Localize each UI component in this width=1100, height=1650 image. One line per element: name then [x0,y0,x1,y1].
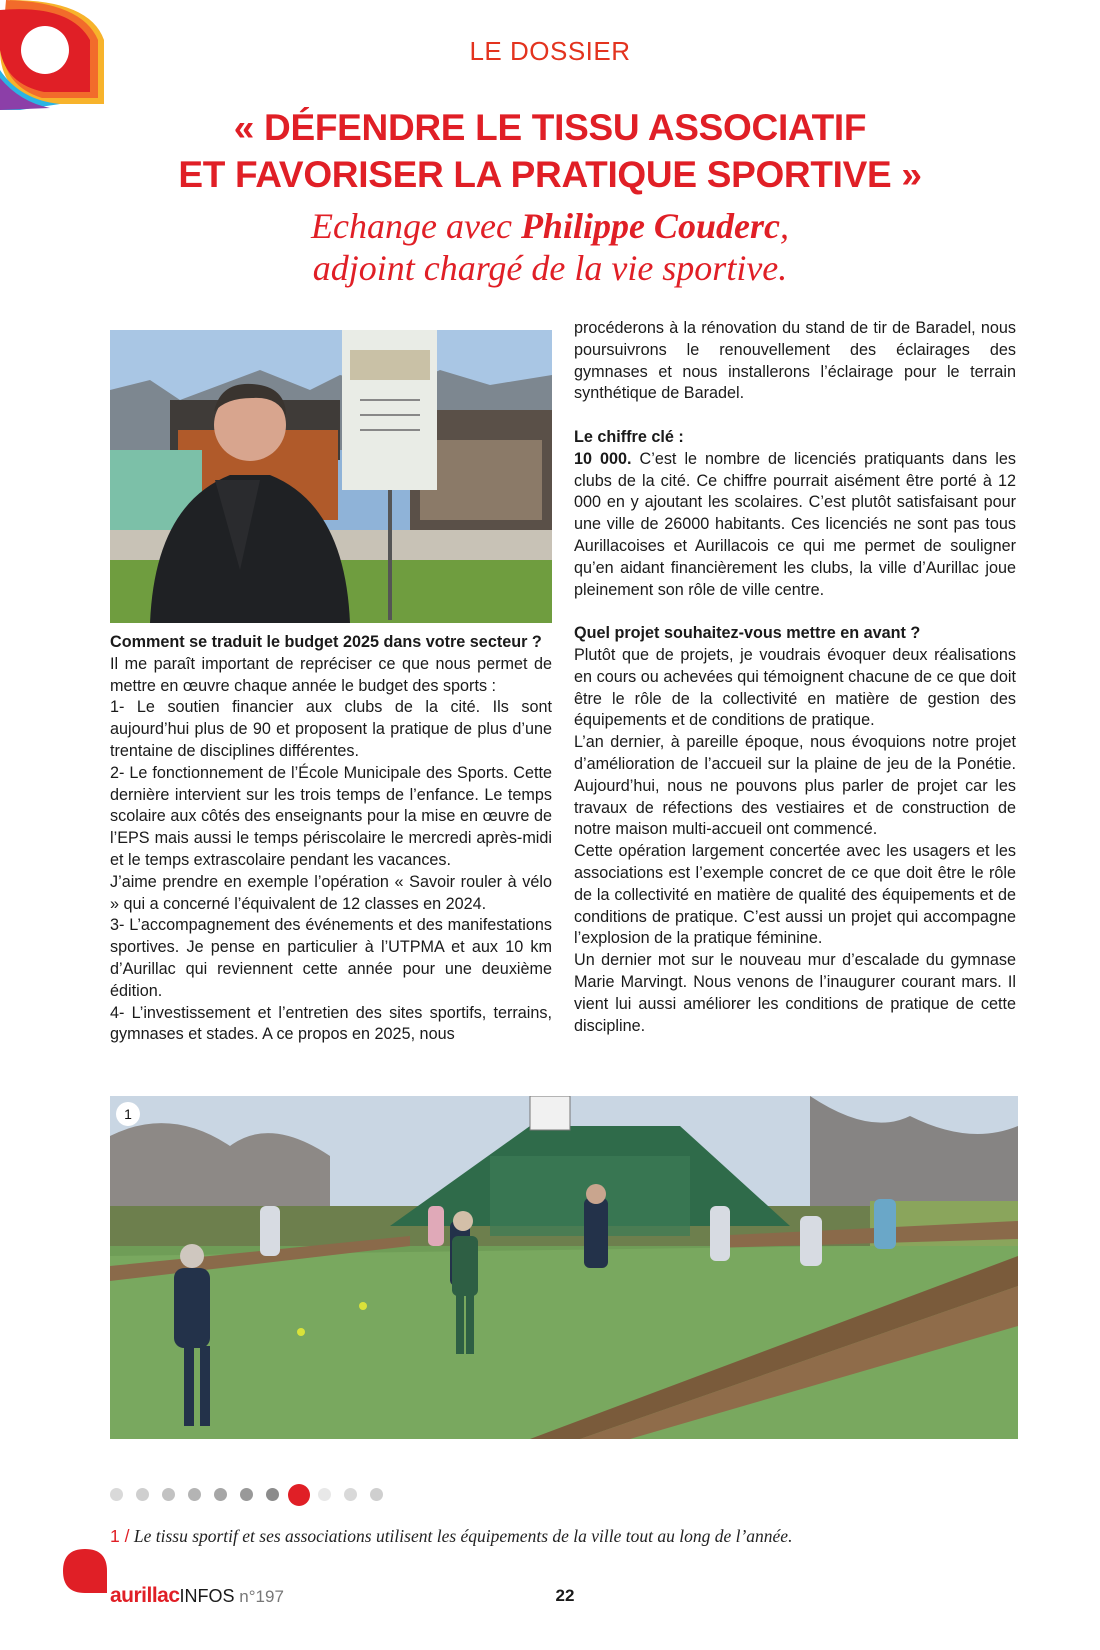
subtitle-line-1 [60,205,1040,247]
pagination-dot [136,1488,149,1501]
key-figure-number: 10 000. [574,449,632,468]
left-column [110,632,552,1046]
title-line-2: ET FAVORISER LA PRATIQUE SPORTIVE » [178,154,922,195]
pagination-dot [318,1488,331,1501]
title-line-1: « DÉFENDRE LE TISSU ASSOCIATIF [233,107,867,148]
key-figure-paragraph [574,449,1016,602]
pagination-dot-active [288,1484,310,1506]
caption-text: Le tissu sportif et ses associations utilisent les équipements de la ville tout au long de l’année. [129,1526,793,1546]
pagination-dot [344,1488,357,1501]
right-column [574,318,1016,1037]
pagination-dot [240,1488,253,1501]
pagination-dot [162,1488,175,1501]
paragraph: Il me paraît important de repréciser ce que nous permet de mettre en œuvre chaque année le budget des sports : [110,654,552,695]
issue-number: n°197 [234,1587,284,1606]
paragraph: L’an dernier, à pareille époque, nous évoquions notre projet d’amélioration de l’accueil sur la plaine de jeu de la Ponétie. Aujourd’hui, nous ne pouvons plus parler de projet car les travaux de réfections des vestiaires et de construction de notre maison multi-accueil ont commencé. [574,733,1016,839]
question-project: Quel projet souhaitez-vous mettre en avant ? [574,624,921,643]
sports-court-photo [110,1096,1018,1439]
spacer [574,601,1016,623]
paragraph: 1- Le soutien financier aux clubs de la cité. Ils sont aujourd’hui plus de 90 et proposent la pratique de plus d’une trentaine de disciplines différentes. [110,698,552,760]
portrait-illustration [110,330,552,623]
footer-brand [110,1584,284,1608]
question-budget: Comment se traduit le budget 2025 dans votre secteur ? [110,633,542,651]
paragraph-continuation: procéderons à la rénovation du stand de tir de Baradel, nous poursuivrons le renouvellement des éclairages des gymnases et nous installerons l’éclairage pour le terrain synthétique de Baradel. [574,319,1016,403]
paragraph: Cette opération largement concertée avec les usagers et les associations est l’exemple concret de ce que doit être le rôle de la collectivité en matière de qualité des équipements et de conditions de pratique. C’est aussi un projet qui accompagne l’explosion de la pratique féminine. [574,842,1016,948]
brand-name: aurillac [110,1584,180,1607]
key-figure-text: C’est le nombre de licenciés pratiquants dans les clubs de la cité. Ce chiffre pourrait aisément être porté à 12 000 en y ajoutant les scolaires. C’est plutôt satisfaisant pour une ville de 26000 habitants. Ces licenciés ne sont pas tous Aurillacoises et Aurillacois ce qui me permet de souligner qu’en aidant financièrement les clubs, la ville d’Aurillac joue pleinement son rôle de ville centre. [574,449,1016,599]
court-illustration [110,1096,1018,1439]
subtitle-line-2: adjoint chargé de la vie sportive. [312,248,788,288]
paragraph: 4- L’investissement et l’entretien des sites sportifs, terrains, gymnases et stades. A ce propos en 2025, nous [110,1003,552,1044]
paragraph: Plutôt que de projets, je voudrais évoquer deux réalisations en cours ou achevées qui témoignent chacune de ce que doit être le rôle de la collectivité en matière de gestion des équipements et de conditions de pratique. [574,645,1016,730]
spacer [574,405,1016,427]
pagination-dot [188,1488,201,1501]
portrait-photo [110,330,552,623]
paragraph: J’aime prendre en exemple l’opération « Savoir rouler à vélo » qui a concerné l’équivalent de 12 classes en 2024. [110,872,552,913]
subtitle-comma: , [779,206,789,246]
key-figure-heading: Le chiffre clé : [574,427,684,446]
section-label: LE DOSSIER [469,36,631,66]
subtitle-prefix: Echange avec [311,206,521,246]
photo-caption [110,1526,1010,1547]
pagination-dot [214,1488,227,1501]
pagination-dot [370,1488,383,1501]
paragraph: Un dernier mot sur le nouveau mur d’escalade du gymnase Marie Marvingt. Nous venons de l’inaugurer courant mars. Il vient lui aussi améliorer les conditions de pratique de cette discipline. [574,951,1016,1035]
article-title [60,104,1040,198]
caption-number: 1 / [110,1526,130,1546]
paragraph: 2- Le fonctionnement de l’École Municipale des Sports. Cette dernière intervient sur les trois temps de l’enfance. Le temps scolaire aux côtés des enseignants pour la mise en œuvre de l’EPS mais aussi le temps périscolaire le mercredi après-midi et le temps extrascolaire pendant les vacances. [110,763,552,869]
pagination-dot [266,1488,279,1501]
photo-number: 1 [116,1102,140,1126]
page-number: 22 [555,1586,575,1605]
pagination-dot [110,1488,123,1501]
interviewee-name: Philippe Couderc [520,206,780,246]
article-subtitle [60,205,1040,289]
brand-blob-icon [62,1548,108,1594]
brand-infos: INFOS [179,1586,235,1606]
paragraph: 3- L’accompagnement des événements et des manifestations sportives. Je pense en particulier à l’UTPMA et aux 10 km d’Aurillac qui reviennent cette année pour une deuxième édition. [110,916,552,1000]
